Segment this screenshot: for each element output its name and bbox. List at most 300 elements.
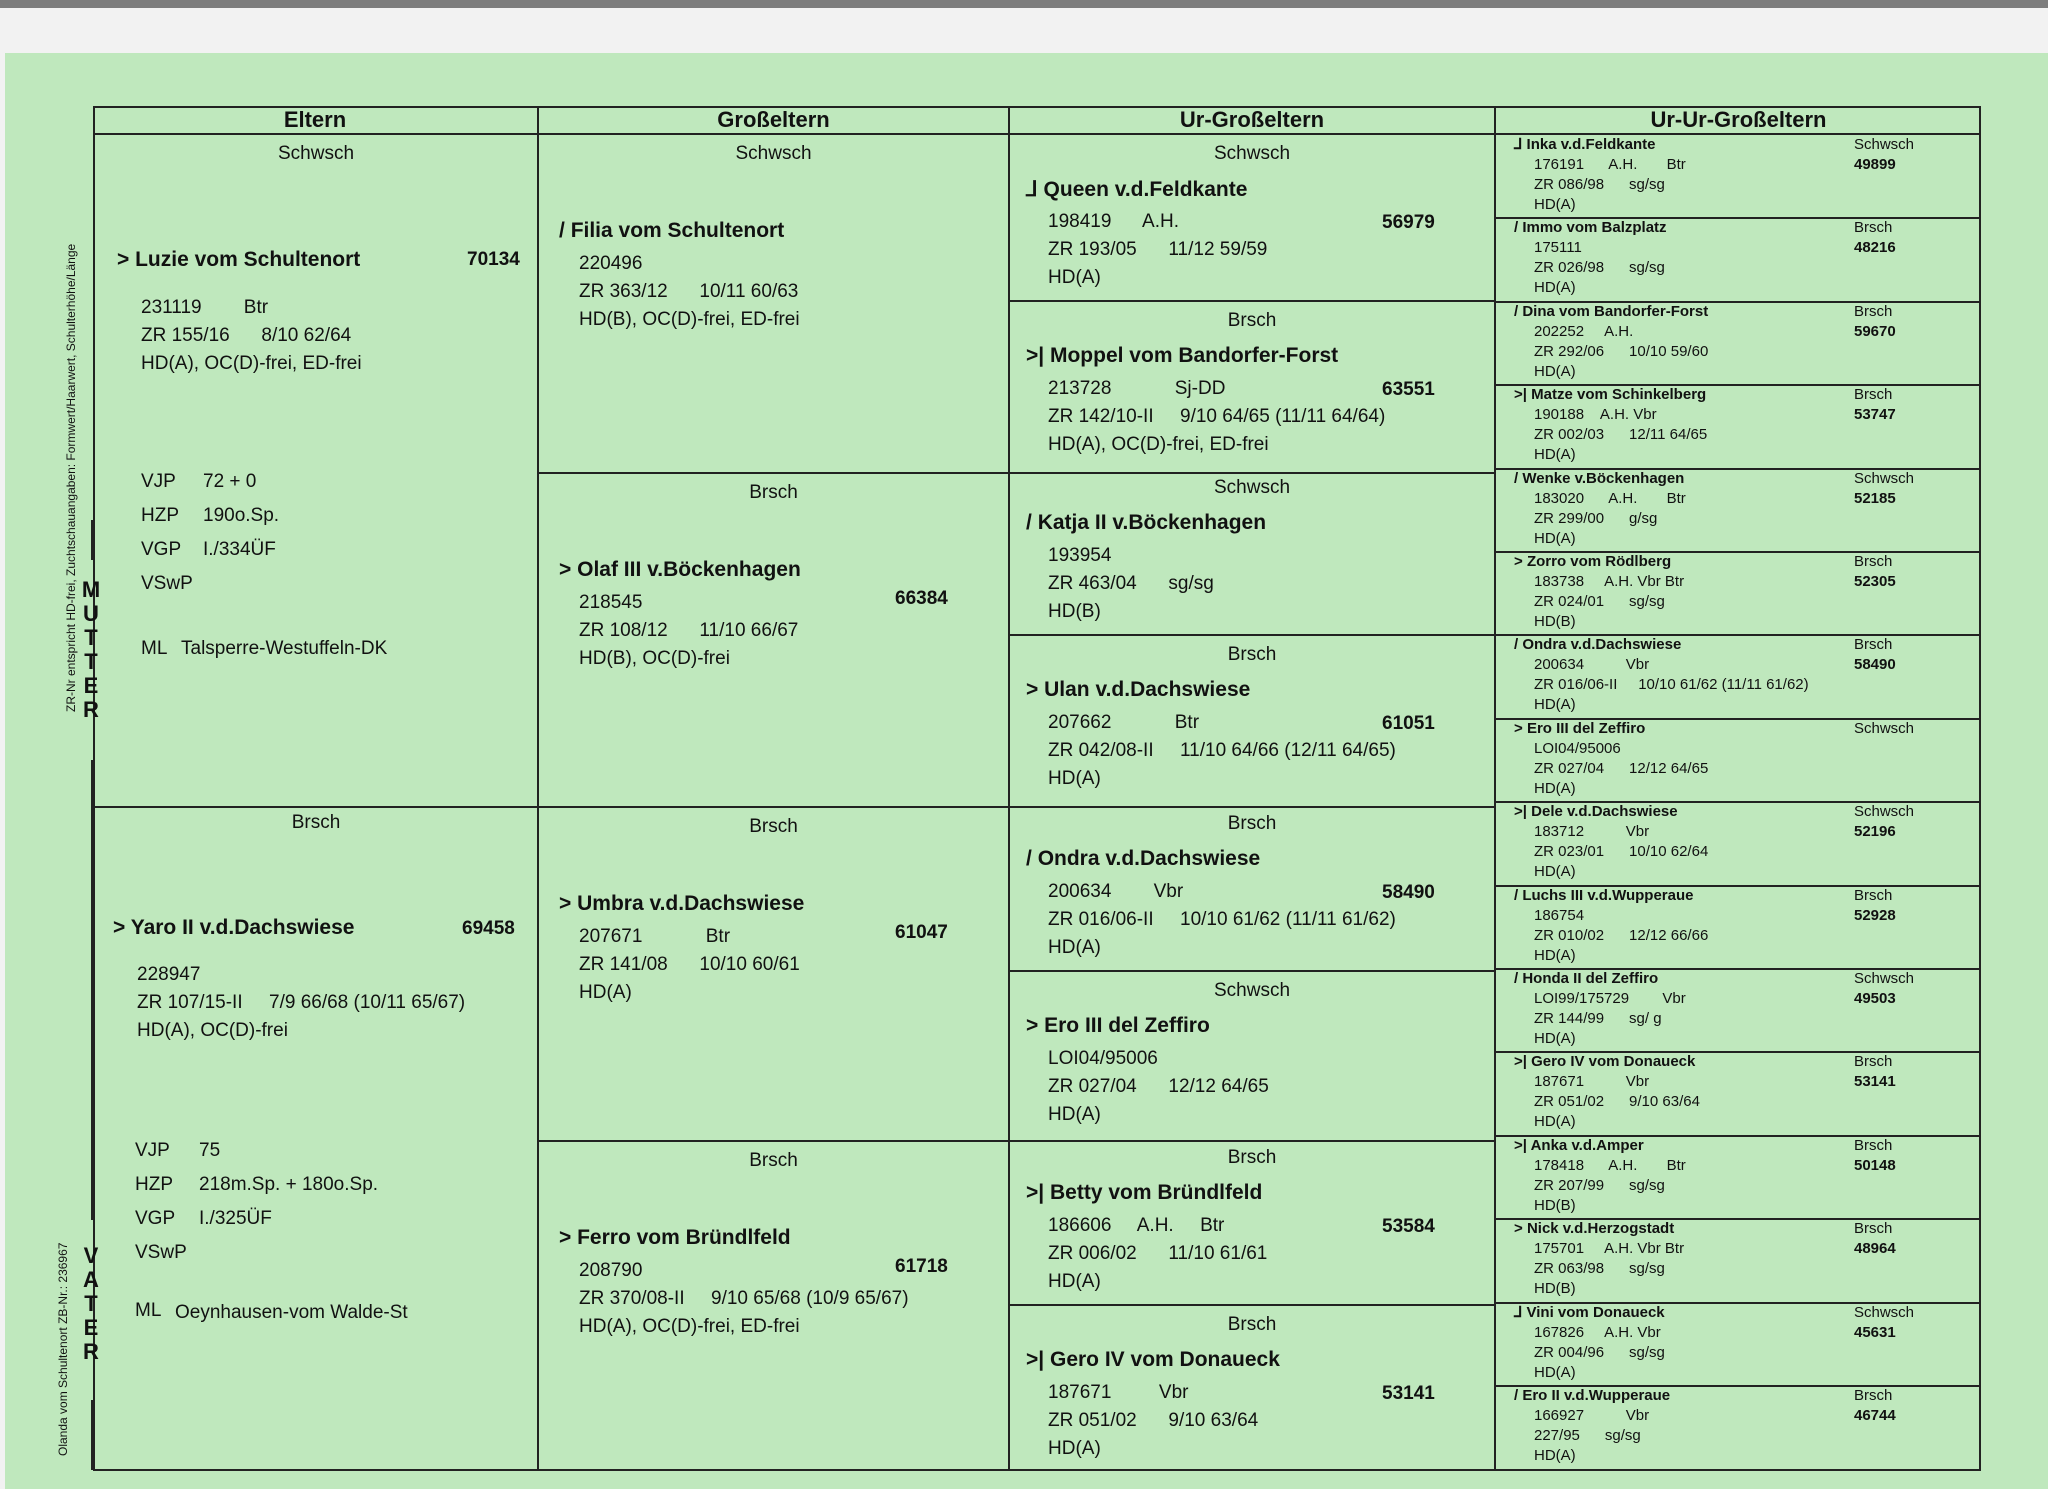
mutter-letter: T <box>84 649 98 674</box>
detail-line: 186754 <box>1534 907 1585 924</box>
detail-line: ZR 363/12 10/11 60/63 <box>579 281 799 302</box>
detail-line: ZR 142/10-II 9/10 64/65 (11/11 64/64) <box>1048 406 1386 427</box>
dog-name-text: Betty vom Bründlfeld <box>1049 1181 1263 1204</box>
detail-line: 193954 <box>1048 545 1112 566</box>
pedigree-mark: > <box>1026 1014 1039 1037</box>
detail-line: ZR 107/15-II 7/9 66/68 (10/11 65/67) <box>137 992 466 1013</box>
vater-letter: A <box>83 1267 99 1292</box>
dog-name-text: Vini vom Donaueck <box>1526 1304 1665 1321</box>
detail-line: ZR 010/02 12/12 66/66 <box>1534 927 1709 944</box>
dog-name-text: Anka v.d.Amper <box>1530 1137 1644 1154</box>
detail-line: ZR 086/98 sg/sg <box>1534 176 1665 193</box>
sex-label: Schwsch <box>1854 720 1915 737</box>
pedigree-mark: > <box>1514 1220 1523 1237</box>
detail-line: 231119 Btr <box>141 297 269 318</box>
dog-number: 52305 <box>1854 573 1896 590</box>
detail-line: HD(A), OC(D)-frei, ED-frei <box>1048 434 1269 455</box>
great-great-grandparent-cell <box>1496 218 1980 299</box>
pedigree-mark: / <box>1514 970 1519 987</box>
dog-name-text: Honda II del Zeffiro <box>1522 970 1659 987</box>
dog-name <box>1514 384 1706 405</box>
detail-line: ZR 063/98 sg/sg <box>1534 1260 1665 1277</box>
detail-line: HD(A) <box>1534 446 1576 463</box>
detail-line: HD(B) <box>1534 613 1576 630</box>
detail-line: 166927 Vbr <box>1534 1407 1650 1424</box>
dog-name-text: Ulan v.d.Dachswiese <box>1044 678 1251 701</box>
dog-name <box>559 1226 791 1250</box>
sex-label: Schwsch <box>1213 143 1291 164</box>
dog-name <box>1026 1014 1210 1038</box>
detail-line: HD(A) <box>579 982 632 1003</box>
dog-name-text: Moppel vom Bandorfer-Forst <box>1049 344 1339 367</box>
dog-name <box>1514 1385 1670 1406</box>
dog-name <box>1514 718 1645 739</box>
detail-line: HD(A) <box>1534 1030 1576 1047</box>
dog-name <box>1514 1302 1665 1323</box>
dog-name-text: Gero IV vom Donaueck <box>1531 1053 1696 1070</box>
test-value: I./325ÜF <box>199 1208 272 1229</box>
sex-label: Schwsch <box>1213 477 1291 498</box>
vater-letter: V <box>83 1243 99 1268</box>
detail-line: HD(A) <box>1048 1104 1101 1125</box>
ml-label: ML <box>135 1300 162 1321</box>
dog-number: 52185 <box>1854 490 1896 507</box>
great-great-grandparent-cell <box>1496 469 1980 550</box>
test-value: 72 + 0 <box>203 471 257 492</box>
dog-number: 52196 <box>1854 823 1896 840</box>
scanner-edge <box>0 0 2048 8</box>
dog-number: 58490 <box>1854 656 1896 673</box>
dog-name-text: Ero III del Zeffiro <box>1526 720 1646 737</box>
pedigree-mark: > <box>559 892 572 915</box>
sex-label: Brsch <box>1854 1137 1893 1154</box>
dog-number: 53747 <box>1854 406 1896 423</box>
dog-number: 45631 <box>1854 1324 1896 1341</box>
dog-name <box>117 248 360 272</box>
detail-line: HD(A) <box>1534 196 1576 213</box>
pedigree-mark: / <box>1514 219 1519 236</box>
pedigree-mark: > <box>117 248 130 271</box>
detail-line: 178418 A.H. Btr <box>1534 1157 1686 1174</box>
detail-line: ZR 144/99 sg/ g <box>1534 1010 1662 1027</box>
dog-number: 56979 <box>1382 212 1435 233</box>
detail-line: 208790 <box>579 1260 643 1281</box>
detail-line: HD(A) <box>1048 937 1101 958</box>
dog-name-text: Filia vom Schultenort <box>570 219 785 242</box>
dog-name-text: Dina vom Bandorfer-Forst <box>1522 303 1709 320</box>
detail-line: ZR 141/08 10/10 60/61 <box>579 954 800 975</box>
great-great-grandparent-cell <box>1496 802 1980 883</box>
detail-line: HD(A) <box>1048 1438 1101 1459</box>
test-label: VSwP <box>141 573 193 594</box>
detail-line: 186606 A.H. Btr <box>1048 1215 1225 1236</box>
dog-name-text: Zorro vom Rödlberg <box>1526 553 1672 570</box>
detail-line: 202252 A.H. <box>1534 323 1634 340</box>
dog-name <box>1514 301 1708 322</box>
mutter-letter: U <box>83 601 99 626</box>
dog-name <box>1514 968 1658 989</box>
detail-line: 190188 A.H. Vbr <box>1534 406 1657 423</box>
detail-line: ZR 024/01 sg/sg <box>1534 593 1665 610</box>
pedigree-mark: >| <box>1514 1137 1527 1154</box>
pedigree-mark: / <box>1514 1387 1519 1404</box>
detail-line: HD(A), OC(D)-frei <box>137 1020 288 1041</box>
mutter-letter: R <box>83 697 99 722</box>
dog-number: 59670 <box>1854 323 1896 340</box>
dog-name <box>1026 177 1247 202</box>
detail-line: HD(A) <box>1534 530 1576 547</box>
dog-name <box>1026 847 1260 871</box>
detail-line: 200634 Vbr <box>1048 881 1184 902</box>
sex-label: Brsch <box>1227 813 1277 834</box>
sex-label: Brsch <box>1854 1220 1893 1237</box>
vater-letter: R <box>83 1339 99 1364</box>
detail-line: 218545 <box>579 592 643 613</box>
dog-name-text: Matze vom Schinkelberg <box>1531 386 1707 403</box>
detail-line: ZR 299/00 g/sg <box>1534 510 1658 527</box>
detail-line: LOI04/95006 <box>1534 740 1621 757</box>
sex-label: Schwsch <box>735 143 812 164</box>
dog-name-text: Ondra v.d.Dachswiese <box>1037 847 1261 870</box>
great-great-grandparent-cell <box>1496 135 1980 216</box>
sex-label: Brsch <box>1854 1053 1893 1070</box>
dog-name-text: Luchs III v.d.Wupperaue <box>1522 887 1694 904</box>
great-great-grandparent-cell <box>1496 1052 1980 1133</box>
detail-line: ZR 042/08-II 11/10 64/66 (12/11 64/65) <box>1048 740 1396 761</box>
pedigree-mark: > <box>1026 678 1039 701</box>
pedigree-mark: ⅃ <box>1514 136 1523 153</box>
test-label: VSwP <box>135 1242 187 1263</box>
dog-name-text: Ondra v.d.Dachswiese <box>1522 636 1682 653</box>
dog-name <box>1514 551 1671 572</box>
detail-line: ZR 463/04 sg/sg <box>1048 573 1214 594</box>
detail-line: ZR 155/16 8/10 62/64 <box>141 325 352 346</box>
dog-name <box>1026 344 1338 368</box>
test-label: HZP <box>141 505 179 526</box>
dog-name <box>1026 1181 1262 1205</box>
mutter-letter: T <box>84 625 98 650</box>
dog-number: 63551 <box>1382 379 1435 400</box>
sex-label: Brsch <box>1854 386 1893 403</box>
great-great-grandparent-cell <box>1496 886 1980 967</box>
sex-label: Brsch <box>1854 553 1893 570</box>
detail-line: ZR 006/02 11/10 61/61 <box>1048 1243 1268 1264</box>
pedigree-mark: ⅃ <box>1514 1304 1523 1321</box>
detail-line: ZR 023/01 10/10 62/64 <box>1534 843 1709 860</box>
dog-name <box>559 219 784 243</box>
great-great-grandparent-cell <box>1496 385 1980 466</box>
dog-name <box>1514 1135 1644 1156</box>
dog-name-text: Gero IV vom Donaueck <box>1049 1348 1280 1371</box>
dog-name <box>1514 885 1693 906</box>
pedigree-mark: / <box>1514 470 1519 487</box>
test-label: HZP <box>135 1174 173 1195</box>
sex-label: Schwsch <box>1854 970 1915 987</box>
detail-line: LOI99/175729 Vbr <box>1534 990 1686 1007</box>
detail-line: 207671 Btr <box>579 926 731 947</box>
great-great-grandparent-cell <box>1496 719 1980 800</box>
detail-line: ZR 292/06 10/10 59/60 <box>1534 343 1709 360</box>
dog-name-text: Inka v.d.Feldkante <box>1526 136 1656 153</box>
detail-line: HD(A) <box>1534 947 1576 964</box>
dog-number: 61718 <box>895 1256 948 1277</box>
great-great-grandparent-cell <box>1496 552 1980 633</box>
pedigree-mark: >| <box>1026 1181 1045 1204</box>
detail-line: ZR 370/08-II 9/10 65/68 (10/9 65/67) <box>579 1288 909 1309</box>
parent-mother <box>95 135 537 805</box>
pedigree-mark: / <box>1514 887 1519 904</box>
detail-line: ZR 051/02 9/10 63/64 <box>1534 1093 1700 1110</box>
detail-line: ZR 002/03 12/11 64/65 <box>1534 426 1708 443</box>
detail-line: HD(B), OC(D)-frei, ED-frei <box>579 309 800 330</box>
detail-line: ZR 026/98 sg/sg <box>1534 259 1665 276</box>
great-grandparent-cell <box>1010 972 1494 1137</box>
dog-number: 53141 <box>1854 1073 1896 1090</box>
dog-number: 50148 <box>1854 1157 1896 1174</box>
grandparent-cell <box>539 808 1008 1140</box>
dog-number: 61047 <box>895 922 948 943</box>
pedigree-mark: >| <box>1026 344 1045 367</box>
dog-name <box>559 558 801 582</box>
ml-label: ML <box>141 638 168 659</box>
sex-label: Schwsch <box>277 143 355 164</box>
dog-number: 58490 <box>1382 882 1435 903</box>
pedigree-mark: > <box>1514 720 1523 737</box>
detail-line: 183020 A.H. Btr <box>1534 490 1686 507</box>
pedigree-mark: / <box>1514 303 1519 320</box>
great-grandparent-cell <box>1010 1139 1494 1304</box>
detail-line: HD(A) <box>1534 1447 1576 1464</box>
detail-line: ZR 108/12 11/10 66/67 <box>579 620 799 641</box>
dog-name-text: Queen v.d.Feldkante <box>1043 178 1248 201</box>
detail-line: HD(A) <box>1534 696 1576 713</box>
detail-line: HD(B), OC(D)-frei <box>579 648 730 669</box>
dog-name-text: Immo vom Balzplatz <box>1522 219 1667 236</box>
pedigree-mark: > <box>559 558 572 581</box>
dog-name-text: Ferro vom Bründlfeld <box>577 1226 791 1249</box>
side-note-top: ZR-Nr entspricht HD-frei, Zuchtschauangaben: Formwert/Haarwert, Schulterhöhe/Länge <box>64 243 78 712</box>
great-great-grandparent-cell <box>1496 302 1980 383</box>
dog-name <box>1514 634 1681 655</box>
mutter-letter: E <box>83 673 99 698</box>
test-value: 218m.Sp. + 180o.Sp. <box>199 1174 379 1195</box>
dog-name-text: Ero III del Zeffiro <box>1044 1014 1210 1037</box>
great-great-grandparent-cell <box>1496 1136 1980 1217</box>
sex-label: Brsch <box>1227 1314 1277 1335</box>
sex-label: Brsch <box>1854 887 1893 904</box>
detail-line: HD(A) <box>1534 279 1576 296</box>
great-grandparent-cell <box>1010 805 1494 970</box>
test-label: VGP <box>135 1208 176 1229</box>
dog-name-text: Dele v.d.Dachswiese <box>1531 803 1678 820</box>
grandparent-cell <box>539 474 1008 806</box>
dog-name <box>113 916 354 940</box>
dog-number: 49503 <box>1854 990 1896 1007</box>
sex-label: Schwsch <box>1854 136 1915 153</box>
pedigree-mark: >| <box>1514 386 1527 403</box>
great-grandparent-cell <box>1010 636 1494 801</box>
detail-line: 175111 <box>1534 239 1582 256</box>
great-great-grandparent-cell <box>1496 1386 1980 1467</box>
dog-name <box>1514 217 1667 238</box>
detail-line: HD(A), OC(D)-frei, ED-frei <box>579 1316 800 1337</box>
ml-value: Talsperre-Westuffeln-DK <box>181 638 388 659</box>
detail-line: HD(A) <box>1048 267 1101 288</box>
detail-line: 175701 A.H. Vbr Btr <box>1534 1240 1685 1257</box>
detail-line: HD(A) <box>1534 363 1576 380</box>
test-value: 75 <box>199 1140 221 1161</box>
dog-name-text: Umbra v.d.Dachswiese <box>577 892 805 915</box>
dog-name <box>1026 511 1266 535</box>
header-ur-grosseltern: Ur-Großeltern <box>1179 107 1325 132</box>
dog-number: 53584 <box>1382 1216 1435 1237</box>
detail-line: HD(B) <box>1534 1280 1576 1297</box>
mutter-letter: M <box>81 577 101 602</box>
dog-number: 48216 <box>1854 239 1896 256</box>
dog-name <box>1514 468 1684 489</box>
dog-number: 48964 <box>1854 1240 1896 1257</box>
detail-line: ZR 193/05 11/12 59/59 <box>1048 239 1268 260</box>
pedigree-mark: >| <box>1514 803 1527 820</box>
detail-line: 213728 Sj-DD <box>1048 378 1226 399</box>
pedigree-mark: >| <box>1026 1348 1045 1371</box>
dog-name-text: Olaf III v.Böckenhagen <box>577 558 801 581</box>
detail-line: HD(A) <box>1534 1364 1576 1381</box>
great-grandparent-cell <box>1010 135 1494 300</box>
detail-line: ZR 027/04 12/12 64/65 <box>1048 1076 1269 1097</box>
detail-line: ZR 004/96 sg/sg <box>1534 1344 1665 1361</box>
detail-line: HD(A) <box>1534 780 1576 797</box>
sex-label: Brsch <box>749 1150 798 1171</box>
pedigree-mark: > <box>1514 553 1523 570</box>
sex-label: Brsch <box>1854 636 1893 653</box>
dog-name-text: Wenke v.Böckenhagen <box>1522 470 1685 487</box>
pedigree-mark: >| <box>1514 1053 1527 1070</box>
sex-label: Brsch <box>749 482 798 503</box>
dog-name-text: Katja II v.Böckenhagen <box>1037 511 1267 534</box>
pedigree-mark: / <box>559 219 565 242</box>
detail-line: ZR 207/99 sg/sg <box>1534 1177 1665 1194</box>
test-label: VJP <box>135 1140 170 1161</box>
detail-line: 187671 Vbr <box>1534 1073 1650 1090</box>
detail-line: HD(A) <box>1048 1271 1101 1292</box>
test-value: 190o.Sp. <box>203 505 280 526</box>
detail-line: HD(A) <box>1534 863 1576 880</box>
sex-label: Brsch <box>1854 1387 1893 1404</box>
dog-name <box>1514 1218 1674 1239</box>
dog-name <box>1514 801 1678 822</box>
detail-line: HD(A) <box>1534 1113 1576 1130</box>
vater-letter: T <box>84 1291 98 1316</box>
detail-line: 187671 Vbr <box>1048 1382 1189 1403</box>
sex-label: Schwsch <box>1213 980 1291 1001</box>
sex-label: Schwsch <box>1854 470 1915 487</box>
dog-number: 52928 <box>1854 907 1896 924</box>
sex-label: Schwsch <box>1854 1304 1915 1321</box>
pedigree-mark: > <box>559 1226 572 1249</box>
sex-label: Brsch <box>749 816 798 837</box>
dog-name-text: Yaro II v.d.Dachswiese <box>130 916 355 939</box>
detail-line: 167826 A.H. Vbr <box>1534 1324 1661 1341</box>
dog-number: 69458 <box>462 918 515 939</box>
side-rule-mid <box>91 760 94 1220</box>
detail-line: HD(B) <box>1048 601 1101 622</box>
grandparent-cell <box>539 1142 1008 1470</box>
great-grandparent-cell <box>1010 469 1494 634</box>
great-grandparent-cell <box>1010 302 1494 467</box>
ml-value: Oeynhausen-vom Walde-St <box>175 1302 408 1323</box>
dog-number: 66384 <box>895 588 948 609</box>
sex-label: Brsch <box>1854 303 1893 320</box>
sex-label: Brsch <box>291 812 341 833</box>
sex-label: Brsch <box>1227 644 1277 665</box>
header-eltern: Eltern <box>283 107 347 132</box>
test-label: VJP <box>141 471 176 492</box>
great-great-grandparent-cell <box>1496 1219 1980 1300</box>
dog-number: 53141 <box>1382 1383 1435 1404</box>
great-great-grandparent-cell <box>1496 969 1980 1050</box>
detail-line: HD(B) <box>1534 1197 1576 1214</box>
dog-number: 70134 <box>467 249 520 270</box>
great-great-grandparent-cell <box>1496 635 1980 716</box>
dog-number: 61051 <box>1382 713 1435 734</box>
detail-line: 220496 <box>579 253 643 274</box>
pedigree-mark: / <box>1026 847 1032 870</box>
sex-label: Schwsch <box>1854 803 1915 820</box>
test-value: I./334ÜF <box>203 539 276 560</box>
parent-father <box>95 808 537 1470</box>
detail-line: HD(A), OC(D)-frei, ED-frei <box>141 353 362 374</box>
detail-line: 176191 A.H. Btr <box>1534 156 1686 173</box>
side-rule-top <box>91 520 94 560</box>
dog-name <box>1026 1348 1280 1372</box>
detail-line: 227/95 sg/sg <box>1534 1427 1641 1444</box>
pedigree-mark: / <box>1514 636 1519 653</box>
sex-label: Brsch <box>1227 1147 1277 1168</box>
great-great-grandparent-cell <box>1496 1303 1980 1384</box>
side-rule-bottom <box>91 1400 94 1470</box>
detail-line: 200634 Vbr <box>1534 656 1650 673</box>
dog-name-text: Ero II v.d.Wupperaue <box>1522 1387 1671 1404</box>
dog-name <box>1026 678 1250 702</box>
detail-line: LOI04/95006 <box>1048 1048 1158 1069</box>
dog-name-text: Luzie vom Schultenort <box>135 248 361 271</box>
detail-line: ZR 027/04 12/12 64/65 <box>1534 760 1709 777</box>
dog-name-text: Nick v.d.Herzogstadt <box>1526 1220 1675 1237</box>
test-label: VGP <box>141 539 182 560</box>
detail-line: 198419 A.H. <box>1048 211 1179 232</box>
dog-name <box>1514 134 1655 155</box>
detail-line: ZR 016/06-II 10/10 61/62 (11/11 61/62) <box>1534 676 1809 693</box>
detail-line: 183712 Vbr <box>1534 823 1650 840</box>
header-grosseltern: Großeltern <box>717 107 830 132</box>
detail-line: HD(A) <box>1048 768 1101 789</box>
sex-label: Brsch <box>1854 219 1893 236</box>
dog-number: 46744 <box>1854 1407 1896 1424</box>
dog-number: 49899 <box>1854 156 1896 173</box>
pedigree-mark: ⅃ <box>1026 178 1038 201</box>
grandparent-cell <box>539 135 1008 472</box>
detail-line: 228947 <box>137 964 201 985</box>
header-ur-ur-grosseltern: Ur-Ur-Großeltern <box>1650 107 1827 132</box>
pedigree-mark: > <box>113 916 126 939</box>
side-note-bottom: Olanda vom Schultenort ZB-Nr.: 236967 <box>56 1242 70 1456</box>
detail-line: 207662 Btr <box>1048 712 1200 733</box>
pedigree-mark: / <box>1026 511 1032 534</box>
detail-line: ZR 051/02 9/10 63/64 <box>1048 1410 1259 1431</box>
dog-name <box>559 892 804 916</box>
vater-letter: E <box>83 1315 99 1340</box>
